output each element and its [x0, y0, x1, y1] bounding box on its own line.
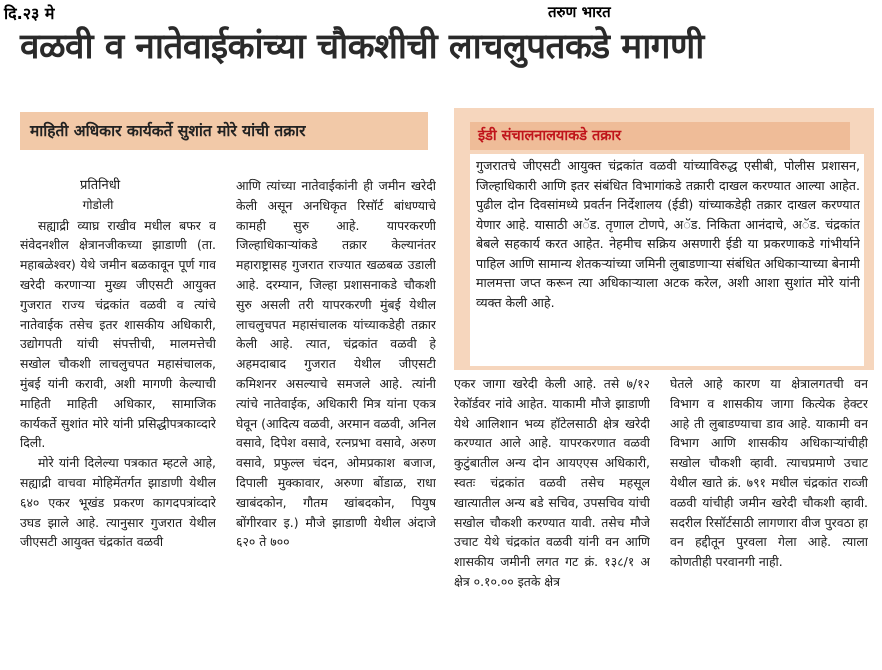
newspaper-name: तरुण भारत [548, 3, 611, 21]
article-column-1 [20, 176, 216, 670]
sidebar-text: गुजरातचे जीएसटी आयुक्त चंद्रकांत वळवी यांच्याविरुद्ध एसीबी, पोलीस प्रशासन, जिल्हाधिकारी आणि इतर संबंधित विभागांकडे तक्रारी दाखल करण्यात आल्या आहेत. पुढील दोन दिवसांमध्ये प्रवर्तन निर्देशालय (ईडी) यांच्याकडेही तक्रार दाखल करण्यात येणार आहे. यासाठी अॅड. तृणाल टोणपे, अॅड. निकिता आनंदाचे, अॅड. चंद्रकांत बेबले सहकार्य करत आहेत. नेहमीच सक्रिय असणारी ईडी या प्रकरणाकडे गांभीर्याने पाहिल आणि सामान्य शेतकऱ्यांच्या जमिनी लुबाडणाऱ्या संबंधित अधिकाऱ्याच्या बेनामी मालमत्ता जप्त करून त्या अधिकाऱ्याला अटक करेल, अशी आशा सुशांत मोरे यांनी व्यक्त केली आहे. [476, 158, 860, 310]
date-label: दि.२३ मे [4, 4, 55, 23]
article-column-3 [454, 374, 650, 670]
paragraph: मोरे यांनी दिलेल्या पत्रकात म्हटले आहे, सह्याद्री वाचवा मोहिमेंतर्गत झाडाणी येथील ६४० एकर भूखंड प्रकरण कागदपत्रांव्दारे उघड झाले आहे. त्यानुसार गुजरात येथील जीएसटी आयुक्त चंद्रकांत वळवी [20, 455, 216, 550]
byline: प्रतिनिधी [80, 178, 121, 193]
article-column-2 [236, 176, 436, 670]
paragraph: एकर जागा खरेदी केली आहे. तसे ७/१२ रेकॉर्डवर नांवे आहेत. याकामी मौजे झाडाणी येथे आलिशान भव्य हॉटेलसाठी क्षेत्र खरेदी करण्यात आले आहे. यापरकरणात वळवी कुटुंबातील अन्य दोन आयएएस अधिकारी, स्वतः चंद्रकांत वळवी तसेच महसूल खात्यातील अन्य बडे सचिव, उपसचिव यांची सखोल चौकशी करण्यात यावी. तसेच मौजे उचाट येथे चंद्रकांत वळवी यांनी वन आणि शासकीय जमीनी लगत गट क्रं. १३८/१ अ क्षेत्र ०.१०.०० इतके क्षेत्र [454, 376, 650, 589]
sidebar-title: ईडी संचालनालयाकडे तक्रार [470, 122, 850, 150]
subheadline: माहिती अधिकार कार्यकर्ते सुशांत मोरे यांची तक्रार [20, 112, 428, 150]
sidebar-body [476, 156, 860, 364]
paragraph: घेतले आहे कारण या क्षेत्रालगतची वन विभाग व शासकीय जागा कित्येक हेक्टर आहे ती लुबाडण्याचा डाव आहे. याकामी वन विभाग आणि शासकीय अधिकाऱ्यांचीही सखोल चौकशी व्हावी. त्याचप्रमाणे उचाट येथील खाते क्रं. ७९१ मधील चंद्रकांत राव्जी वळवी यांचीही जमीन खरेदी चौकशी व्हावी. सदरील रिसॉर्टसाठी लागणारा वीज पुरवठा हा वन हद्दीतून पुरवला गेला आहे. त्याला कोणतीही परवानगी नाही. [670, 376, 868, 570]
paragraph: सह्याद्री व्याघ्र राखीव मधील बफर व संवेदनशील क्षेत्रानजीकच्या झाडाणी (ता. महाबळेश्वर) येथे जमीन बळकावून पूर्ण गाव खरेदी करणाऱ्या मुख्य जीएसटी आयुक्त गुजरात राज्य चंद्रकांत वळवी व त्यांचे नातेवाईक तसेच इतर शासकीय अधिकारी, उद्योगपती यांची संपत्तीची, मालमत्तेची सखोल चौकशी लाचलुचपत महासंचालक, मुंबई यांनी करावी, अशी मागणी केल्याची माहिती माहिती अधिकार, सामाजिक कार्यकर्ते सुशांत मोरे यांनी प्रसिद्धीपत्रकाव्दारे दिली. [20, 217, 216, 451]
dateline: गोडोली [82, 197, 114, 212]
headline: वळवी व नातेवाईकांच्या चौकशीची लाचलुपतकडे मागणी [20, 27, 704, 67]
paragraph: आणि त्यांच्या नातेवाईकांनी ही जमीन खरेदी केली असून अनधिकृत रिसॉर्ट बांधण्याचे कामही सुरु आहे. यापरकरणी जिल्हाधिकाऱ्यांकडे तक्रार केल्यानंतर महाराष्ट्रासह गुजरात राज्यात खळबळ उडाली आहे. दरम्यान, जिल्हा प्रशासनाकडे चौकशी सुरु असली तरी यापरकरणी मुंबई येथील लाचलुचपत महासंचालक यांच्याकडेही तक्रार केली आहे. त्यात, चंद्रकांत वळवी हे अहमदाबाद गुजरात येथील जीएसटी कमिशनर असल्याचे समजले आहे. त्यांनी त्यांचे नातेवाईक, अधिकारी मित्र यांना एकत्र घेवून (आदित्य वळवी, अरमान वळवी, अनिल वसावे, दिपेश वसावे, रत्नप्रभा वसावे, अरुण वसावे, प्रफुल्ल चंदन, ओमप्रकाश बजाज, दिपाली मुक्कावार, अरुणा बोंडाळ, राधा खाबंदकोन, गौतम खांबदकोन, पियुष बोंगीरवार इ.) मौजे झाडाणी येथील अंदाजे ६२० ते ७०० [236, 178, 436, 550]
article-column-4 [670, 374, 868, 670]
